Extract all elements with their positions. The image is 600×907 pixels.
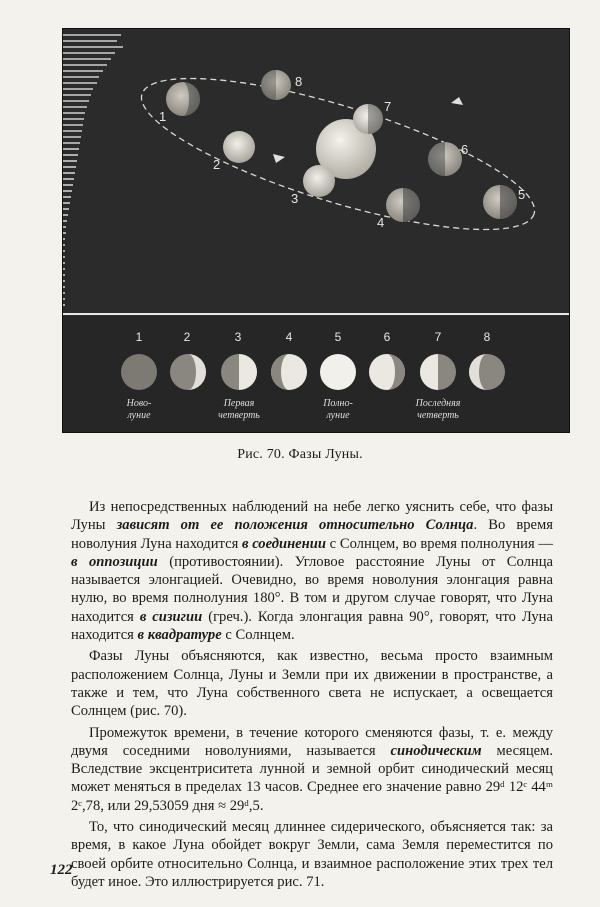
- phase-name-full-2: луние: [326, 410, 350, 421]
- phase-disc-4: [271, 354, 307, 390]
- phase-disc-1: [121, 354, 157, 390]
- page-number: 122: [50, 862, 73, 878]
- orbit-moon-6: [428, 142, 462, 176]
- orbit-label-4: 4: [377, 215, 385, 230]
- phase-disc-5: [320, 354, 356, 390]
- orbit-moon-7: [353, 104, 383, 134]
- orbit-moon-8: [261, 70, 291, 100]
- orbit-moon-5: [483, 185, 517, 219]
- phase-number-2: 2: [183, 330, 191, 344]
- phase-disc-2: [170, 354, 206, 390]
- moon-phases-figure: [62, 28, 570, 433]
- orbit-label-8: 8: [295, 74, 303, 89]
- paragraph-3: Промежуток времени, в течение которого сменяются фазы, т. е. между двумя соседними новолуниями, называется синодическим месяцем. Вследствие эксцентриситета лунной и земной орбит синодический месяц может меняться в пределах 13 часов. Среднее его значение равно 29ᵈ 12ᶜ 44ᵐ 2ᶜ,78, или 29,53059 дня ≈ 29ᵈ,5.: [71, 724, 553, 814]
- phase-name-last-2: четверть: [417, 410, 459, 421]
- orbit-moon-4: [386, 188, 420, 222]
- phase-number-5: 5: [334, 330, 342, 344]
- phase-name-new-1: Ново-: [126, 398, 152, 409]
- phase-name-last-1: Последняя: [415, 398, 461, 409]
- phase-number-3: 3: [234, 330, 242, 344]
- orbit-label-6: 6: [461, 142, 469, 157]
- orbit-label-1: 1: [159, 109, 167, 124]
- phase-number-4: 4: [285, 330, 293, 344]
- paragraph-4: То, что синодический месяц длиннее сидерического, объясняется так: за время, в какое Луна обойдет вокруг Земли, сама Земля переместится по своей орбите относительно Солнца, и взаимное расположение этих трех тел будет иное. Это иллюстрируется рис. 71.: [71, 819, 553, 890]
- phase-disc-6: [369, 354, 405, 390]
- figure-caption: Рис. 70. Фазы Луны.: [237, 447, 363, 462]
- orbit-moon-1: [166, 82, 200, 116]
- orbit-label-5: 5: [518, 187, 526, 202]
- moon-phases-illustration: [63, 29, 569, 432]
- orbit-moon-3: [303, 165, 335, 197]
- phase-disc-8: [469, 354, 505, 390]
- phase-number-7: 7: [434, 330, 442, 344]
- body-text: [71, 498, 553, 891]
- paragraph-2: Фазы Луны объясняются, как известно, весьма просто взаимным расположением Солнца, Луны и Земли при их движении в пространстве, а также и тем, что Луна собственного света не испускает, а освещается Солнцем (рис. 70).: [71, 648, 553, 720]
- phase-number-6: 6: [383, 330, 391, 344]
- phase-name-first-1: Первая: [223, 398, 255, 409]
- phase-disc-3: [221, 354, 257, 390]
- phase-name-first-2: четверть: [218, 410, 260, 421]
- phase-name-new-2: луние: [127, 410, 151, 421]
- paragraph-1: Из непосредственных наблюдений на небе легко уяснить себе, что фазы Луны зависят от ее положения относительно Солнца. Во время новолуния Луна находится в соединении с Солнцем, во время полнолуния — в оппозиции (противостоянии). Угловое расстояние Луны от Солнца называется элонгацией. Очевидно, во время новолуния элонгация равна нулю, во время полнолуния 180°. В том и другом случае говорят, что Луна находится в сизигии (греч.). Когда элонгация равна 90°, говорят, что Луна находится в квадратуре с Солнцем.: [71, 499, 553, 644]
- phase-number-1: 1: [135, 330, 143, 344]
- phase-number-8: 8: [483, 330, 491, 344]
- orbit-label-7: 7: [384, 99, 392, 114]
- orbit-label-2: 2: [213, 157, 221, 172]
- phase-name-full-1: Полно-: [323, 398, 353, 409]
- orbit-moon-2: [223, 131, 255, 163]
- orbit-label-3: 3: [291, 191, 299, 206]
- phase-disc-7: [420, 354, 456, 390]
